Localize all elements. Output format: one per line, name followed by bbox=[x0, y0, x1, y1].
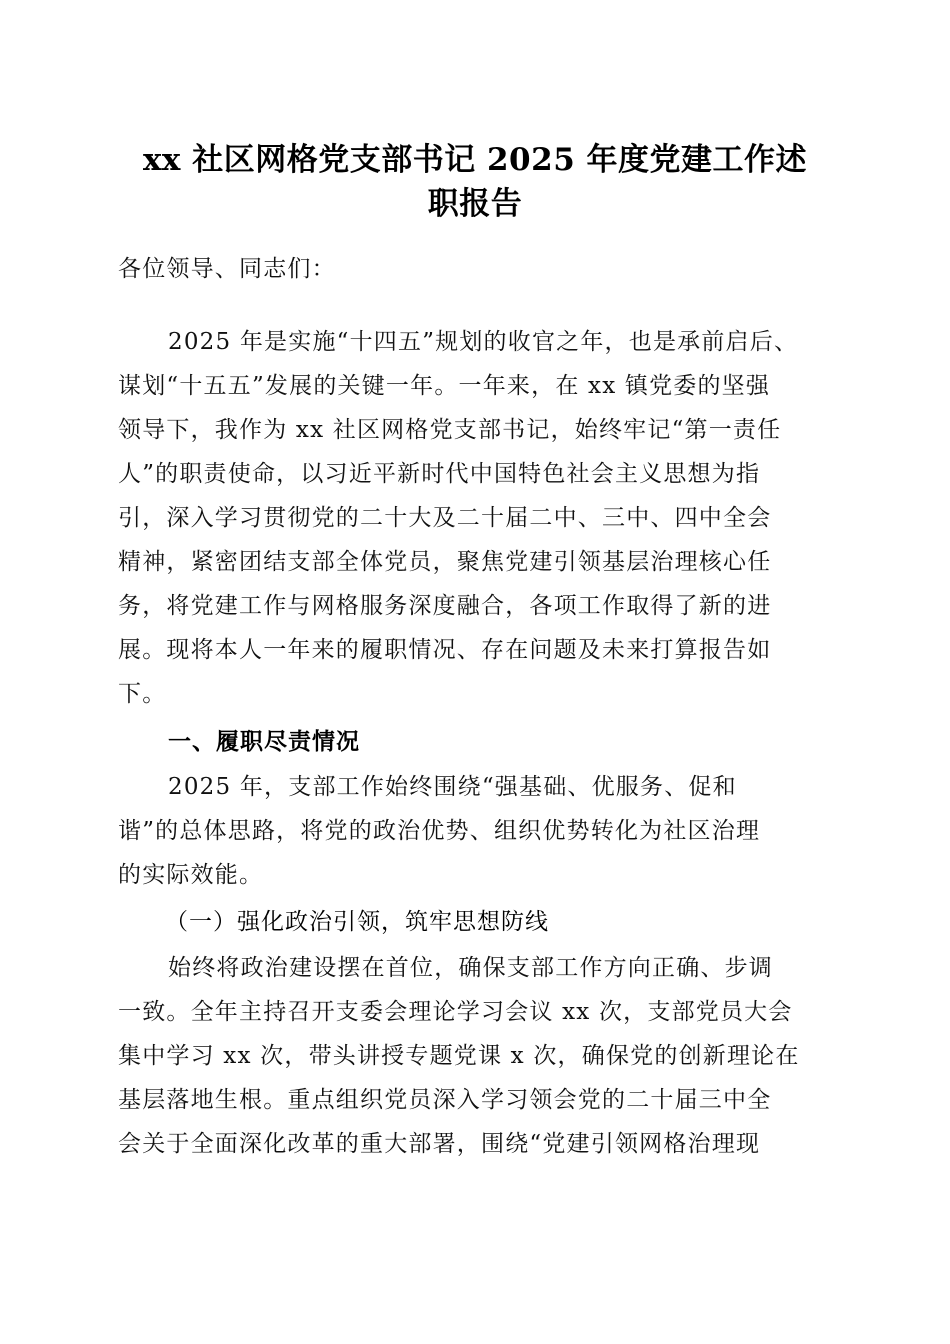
section-line: 谐”的总体思路，将党的政治优势、组织优势转化为社区治理 bbox=[118, 818, 761, 844]
document-title-line-2: 职报告 bbox=[427, 186, 523, 222]
intro-line: 精神，紧密团结支部全体党员，聚焦党建引领基层治理核心任 bbox=[118, 549, 772, 575]
section-heading: 一、履职尽责情况 bbox=[168, 729, 360, 755]
document-title-line-1: xx 社区网格党支部书记 2025 年度党建工作述 bbox=[142, 142, 808, 178]
section-line: 2025 年，支部工作始终围绕“强基础、优服务、促和 bbox=[168, 774, 737, 800]
section-line: 的实际效能。 bbox=[118, 862, 264, 888]
subsection-line: 始终将政治建设摆在首位，确保支部工作方向正确、步调 bbox=[168, 955, 773, 981]
intro-line: 下。 bbox=[118, 681, 167, 707]
intro-line: 谋划“十五五”发展的关键一年。一年来，在 xx 镇党委的坚强 bbox=[118, 373, 771, 399]
subsection-line: 集中学习 xx 次，带头讲授专题党课 x 次，确保党的创新理论在 bbox=[118, 1043, 800, 1069]
subsection-line: 一致。全年主持召开支委会理论学习会议 xx 次，支部党员大会 bbox=[118, 999, 793, 1025]
intro-line: 2025 年是实施“十四五”规划的收官之年，也是承前启后、 bbox=[168, 329, 799, 355]
intro-line: 人”的职责使命，以习近平新时代中国特色社会主义思想为指 bbox=[118, 461, 761, 487]
subsection-line: 会关于全面深化改革的重大部署，围绕“党建引领网格治理现 bbox=[118, 1131, 761, 1157]
intro-line: 领导下，我作为 xx 社区网格党支部书记，始终牢记“第一责任 bbox=[118, 417, 782, 443]
intro-line: 引，深入学习贯彻党的二十大及二十届二中、三中、四中全会 bbox=[118, 505, 772, 531]
intro-line: 展。现将本人一年来的履职情况、存在问题及未来打算报告如 bbox=[118, 637, 772, 663]
subsection-heading: （一）强化政治引领，筑牢思想防线 bbox=[165, 909, 549, 935]
intro-line: 务，将党建工作与网格服务深度融合，各项工作取得了新的进 bbox=[118, 593, 772, 619]
salutation: 各位领导、同志们： bbox=[118, 256, 336, 282]
subsection-line: 基层落地生根。重点组织党员深入学习领会党的二十届三中全 bbox=[118, 1087, 772, 1113]
